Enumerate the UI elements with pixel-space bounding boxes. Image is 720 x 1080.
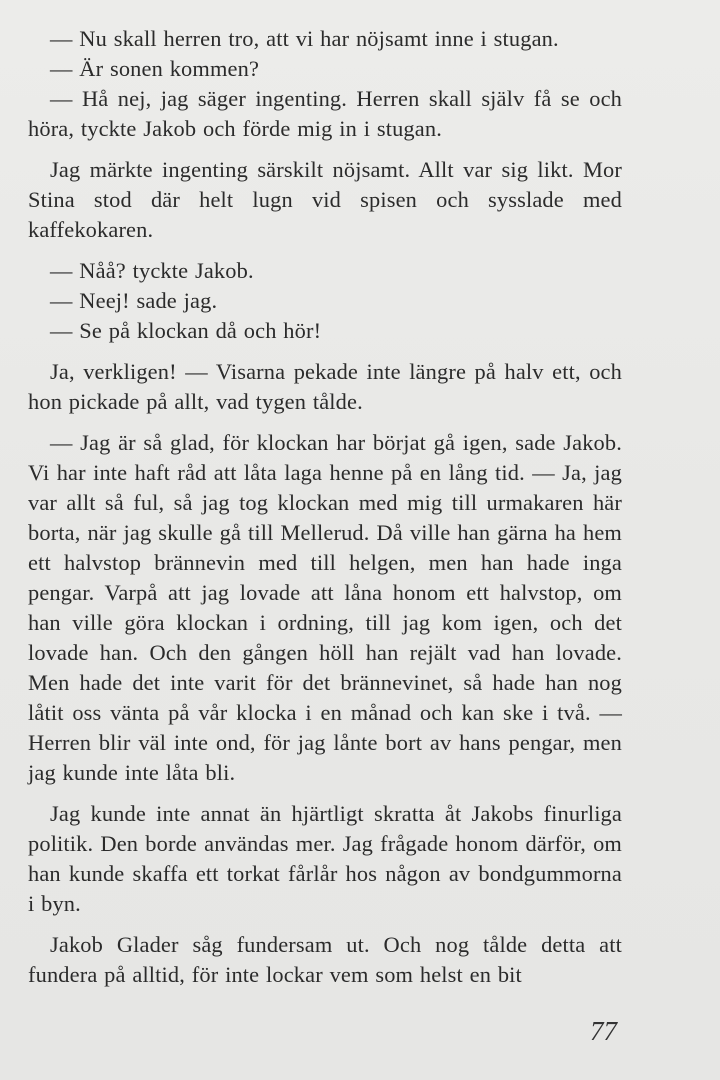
paragraph-7: — Se på klockan då och hör! — [50, 318, 322, 343]
paragraph-3: — Hå nej, jag säger ingenting. Herren skall själv få se och höra, tyckte Jakob och förde mig in i stugan. — [28, 86, 622, 141]
paragraph-5: — Nåå? tyckte Jakob. — [50, 258, 254, 283]
paragraph-4: Jag märkte ingenting särskilt nöjsamt. Allt var sig likt. Mor Stina stod där helt lugn vid spisen och sysslade med kaffekokaren. — [28, 157, 622, 242]
body-text — [28, 24, 622, 1001]
paragraph-6: — Neej! sade jag. — [50, 288, 218, 313]
paragraph-11: Jakob Glader såg fundersam ut. Och nog tålde detta att fundera på alltid, för inte lockar vem som helst en bit — [28, 932, 622, 987]
paragraph-8: Ja, verkligen! — Visarna pekade inte längre på halv ett, och hon pickade på allt, vad tygen tålde. — [28, 359, 622, 414]
paragraph-2: — Är sonen kommen? — [50, 56, 260, 81]
paragraph-1: — Nu skall herren tro, att vi har nöjsamt inne i stugan. — [50, 26, 559, 51]
paragraph-9: — Jag är så glad, för klockan har börjat gå igen, sade Jakob. Vi har inte haft råd att låta laga henne på en lång tid. — Ja, jag var allt så ful, så jag tog klockan med mig till urmakaren här borta, när jag skulle gå till Mellerud. Då ville han gärna ha hem ett halvstop brännevin med till helgen, men han hade inga pengar. Varpå att jag lovade att låna honom ett halvstop, om han ville göra klockan i ordning, till jag kom igen, och det lovade han. Och den gången höll han rejält vad han lovade. Men hade det inte varit för det brännevinet, så hade han nog låtit oss vänta på vår klocka i en månad och kan ske i två. — Herren blir väl inte ond, för jag lånte bort av hans pengar, men jag kunde inte låta bli. — [28, 430, 622, 785]
paragraph-10: Jag kunde inte annat än hjärtligt skratta åt Jakobs finurliga politik. Den borde användas mer. Jag frågade honom därför, om han kunde skaffa ett torkat fårlår hos någon av bondgummorna i byn. — [28, 801, 622, 916]
page-number: 77 — [590, 1016, 617, 1046]
